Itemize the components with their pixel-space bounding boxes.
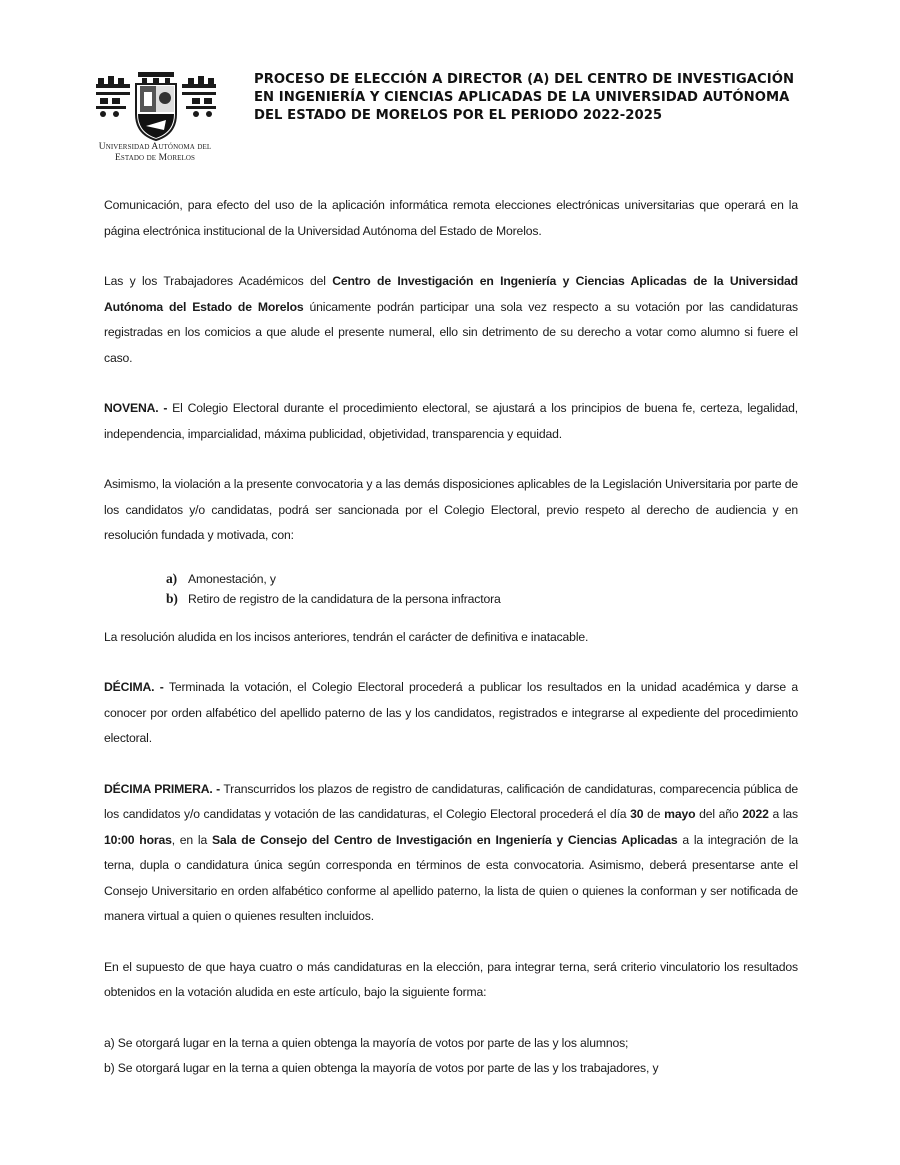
paragraph-criterion-a: a) Se otorgará lugar en la terna a quien obtenga la mayoría de votos por parte de las y los alumnos; — [104, 1035, 629, 1050]
text-segment: a la integración de la terna, dupla o candidatura única según corresponda en términos de esta convocatoria. Asimismo, deberá presentarse ante el Consejo Universitario en orden alfabético conforme al apellido paterno, la lista de quien o quienes la conforman y ser notificada de manera virtual a quien o quienes resulten incluidos. — [104, 832, 798, 923]
university-name-line-1: Universidad Autónoma del — [98, 142, 212, 152]
paragraph-communication: Comunicación, para efecto del uso de la aplicación informática remota elecciones electrónicas universitarias que operará en la página electrónica institucional de la Universidad Autónoma del Estado de Morelos. — [104, 198, 798, 238]
list-item — [104, 589, 798, 609]
university-seal-icon — [94, 70, 218, 142]
list-label: b) — [166, 590, 178, 606]
title-line-2: EN INGENIERÍA Y CIENCIAS APLICADAS DE LA UNIVERSIDAD AUTÓNOMA — [254, 90, 790, 105]
clause-heading-decima: DÉCIMA. - — [104, 680, 164, 694]
university-name — [92, 142, 218, 164]
text-segment: El Colegio Electoral durante el procedimiento electoral, se ajustará a los principios de buena fe, certeza, legalidad, independencia, imparcialidad, máxima publicidad, objetividad, transparencia y equidad. — [104, 401, 798, 441]
text-segment: del año — [695, 807, 743, 821]
paragraph-decima — [104, 675, 798, 752]
title-line-3: DEL ESTADO DE MORELOS POR EL PERIODO 2022-2025 — [254, 108, 663, 123]
text-segment: únicamente podrán participar una sola vez respecto a su votación por las candidaturas registradas en los comicios a que alude el presente numeral, ello sin detrimento de su derecho a votar como alumno si fuere el caso. — [104, 299, 798, 365]
paragraph-resolution: La resolución aludida en los incisos anteriores, tendrán el carácter de definitiva e inatacable. — [104, 629, 589, 644]
text-segment: a las — [768, 807, 798, 821]
paragraph-sanctions: Asimismo, la violación a la presente convocatoria y a las demás disposiciones aplicables de la Legislación Universitaria por parte de los candidatos y/o candidatas, podrá ser sancionada por el Colegio Electoral, previo respeto al derecho de audiencia y en resolución fundada y motivada, con: — [104, 477, 798, 542]
text-segment: Terminada la votación, el Colegio Electoral procederá a publicar los resultados en la unidad académica y darse a conocer por orden alfabético del apellido paterno de las y los candidatos, registrados e integrarse al expediente del procedimiento electoral. — [104, 680, 799, 745]
title-line-1: PROCESO DE ELECCIÓN A DIRECTOR (A) DEL CENTRO DE INVESTIGACIÓN — [254, 72, 795, 87]
list-label: a) — [166, 570, 177, 586]
page-header — [0, 0, 900, 175]
paragraph-decima-primera — [104, 777, 798, 930]
document-body — [104, 193, 798, 1082]
list-text: Amonestación, y — [188, 571, 276, 586]
room-name-bold: Sala de Consejo del Centro de Investigación en Ingeniería y Ciencias Aplicadas — [211, 832, 678, 847]
paragraph-academic-workers — [104, 269, 798, 371]
time-bold: 10:00 horas — [104, 832, 172, 847]
date-year: 2022 — [742, 807, 769, 821]
list-item — [104, 569, 798, 589]
text-segment: Transcurridos los plazos de registro de candidaturas, calificación de candidaturas, comparecencia pública de los candidatos y/o candidatas y votación de las candidaturas, el Colegio Electoral procederá el día — [104, 781, 798, 821]
paragraph-four-candidates: En el supuesto de que haya cuatro o más candidaturas en la elección, para integrar terna, será criterio vinculatorio los resultados obtenidos en la votación aludida en este artículo, bajo la siguiente forma: — [104, 959, 798, 999]
date-day: 30 — [630, 807, 644, 821]
text-segment: , en la — [171, 832, 212, 847]
center-name-bold: Centro de Investigación en Ingeniería y Ciencias Aplicadas de la Universidad Autónoma del Estado de Morelos — [104, 274, 798, 314]
text-segment: de — [643, 807, 665, 821]
date-month: mayo — [664, 807, 696, 821]
clause-heading-decima-primera: DÉCIMA PRIMERA. - — [104, 781, 221, 796]
clause-heading-novena: NOVENA. - — [104, 401, 168, 415]
list-text: Retiro de registro de la candidatura de la persona infractora — [188, 591, 501, 606]
university-logo — [92, 70, 222, 170]
paragraph-novena — [104, 396, 798, 447]
document-title — [254, 71, 854, 125]
paragraph-criterion-b: b) Se otorgará lugar en la terna a quien obtenga la mayoría de votos por parte de las y los trabajadores, y — [104, 1061, 659, 1075]
text-segment: Las y los Trabajadores Académicos del — [104, 274, 333, 288]
university-name-line-2: Estado de Morelos — [114, 153, 196, 163]
